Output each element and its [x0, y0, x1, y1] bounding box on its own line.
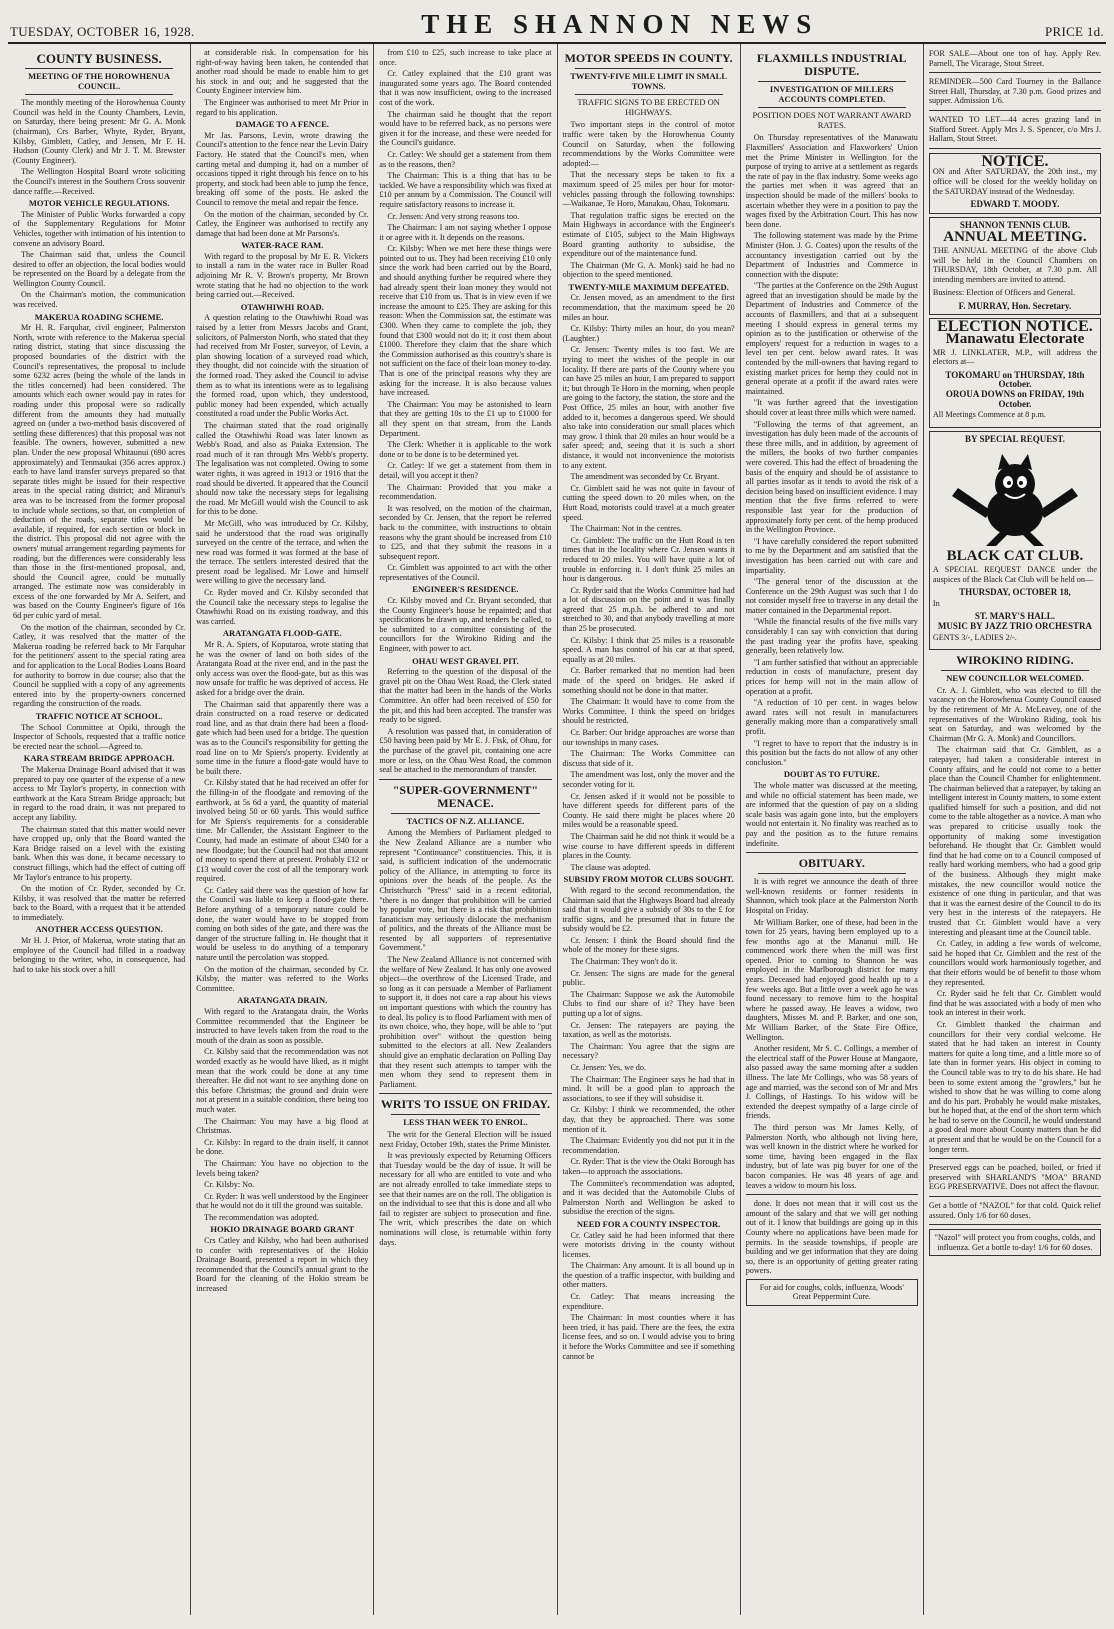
section-heading: NEED FOR A COUNTY INSPECTOR.	[576, 1218, 721, 1229]
article-heading: WRITS TO ISSUE ON FRIDAY.	[380, 1097, 550, 1112]
paragraph: Cr. Gimblett was appointed to act with the other representatives of the Council.	[379, 563, 552, 582]
paragraph: The Chairman: I am not saying whether I oppose it or agree with it. It depends on the reasons.	[379, 223, 552, 242]
paragraph: The Minister of Public Works forwarded a copy of the Supplementary Regulations for Motor Vehicles, together with intimation of his intention to convene an advisory Board.	[13, 209, 186, 248]
column-4	[558, 44, 741, 1615]
column-1	[8, 44, 191, 1615]
paragraph: Cr. Ryder moved and Cr. Kilsby seconded that the Council take the necessary steps to legalise the Otawhiwhi Road on its existing roadway, and this was carried.	[196, 588, 369, 626]
divider	[379, 1093, 551, 1094]
paragraph: With regard to the proposal by Mr E. R. Vickers to install a ram in the water race in Buller Road adjoining Mr R. V. Brown's property, Mr Brown wrote stating that he had no objection to the work being carried out.—Received.	[196, 251, 369, 300]
paragraph: Cr. Jensen asked if it would not be possible to have different speeds for different parts of the County. He said there might be places where 20 miles would be a reasonable speed.	[562, 791, 735, 830]
dance-price: GENTS 3/-, LADIES 2/-.	[932, 632, 1017, 642]
divider	[929, 1196, 1101, 1197]
paragraph: The chairman said that Cr. Gimblett, as a ratepayer, had taken a considerable interest in County affairs, and he could not come to a better place than the Council Chamber for enlightenment. The chairman believed that a ratepayer, by taking an intelligent interest in County matters, to some extent qualified himself for such a position, and did not come to the table altogether as a novice. A man who was prepared to criticise usually took the opportunity of making some investigation beforehand. He thought that Cr. Gimblett would find that he had come on to a Council composed of really hard working members, who had a good grip of the business. Although they might make mistakes, the new councillor would notice the existence of one thing in particular, and that was that it was the earnest desire of the Council to do its very best in the interests of the ratepayers. He trusted that Cr. Gimblett would have a very interesting and pleasant time at the Council table.	[928, 745, 1102, 937]
divider	[575, 94, 723, 95]
article-subheading: TACTICS OF N.Z. ALLIANCE.	[406, 815, 525, 826]
article-heading: MOTOR SPEEDS IN COUNTY.	[564, 51, 733, 65]
divider	[758, 107, 906, 108]
paragraph: Cr. Jensen: Twenty miles is too fast. We are trying to meet the wishes of the people in our locality. If there are parts of the County where you can have 25 miles an hour, I am prepared to support it; but through Te Horo in the morning, when people are going to the factory, the station, the store and the Post Office, 25 miles an hour, with another five added to it, becomes a dangerous speed. We should also take into consideration our small places which may grow. I think that 20 miles an hour would be a safer speed; and, seeing that it is such a short distance, it would not inconvenience the motorists to any extent.	[562, 345, 735, 470]
paragraph: Cr. Gimblett thanked the chairman and councillors for their very cordial welcome. He stated that he had taken an interest in County matters for quite a long time, and a little more so of late than in former years. His object in coming to the Council table was to try to do his share. He had been to some extent among the "growlers," but he wished to show that he was willing to come along and do his part. Probably he would make mistakes, but he hoped that, at the end of the short term which he had to serve on the Council, he would understand a good deal more about County matters than he did at present and that he would be on the Council for a longer term.	[928, 1019, 1102, 1154]
paragraph: Cr. Jensen: The signs are made for the general public.	[562, 968, 735, 988]
paragraph: done. It does not mean that it will cost us the amount of the salary and that we will get nothing out of it. I know that buildings are going up in this County where no applications have been made for permits. In the seaside townships, if people are building and we get information that they are doing so, there is an opportunity of getting greater rating powers.	[745, 1199, 918, 1276]
paragraph: "A reduction of 10 per cent. in wages below award rates will not result in manufacturers generally making more than a comparatively small profit.	[745, 698, 918, 736]
paragraph: The Chairman: Not in the centres.	[570, 524, 682, 534]
nazol-box-advert	[929, 1229, 1101, 1256]
meeting-title: ANNUAL MEETING.	[943, 229, 1087, 246]
paragraph: Cr. Kilsby: In regard to the drain itself, it cannot be done.	[196, 1137, 369, 1157]
election-venue: OROUA DOWNS on FRIDAY, 19th October.	[945, 389, 1084, 409]
article-heading: "SUPER-GOVERNMENT" MENACE.	[392, 782, 539, 810]
paragraph: The third person was Mr James Kelly, of Palmerston North, who although not living here, was well known in the district where he worked for some time, having been engaged in the flax industry, but of late was pig buyer for one of the bacon companies. He was 48 years of age and leaves a widow to mourn his loss.	[745, 1122, 918, 1190]
paragraph: The New Zealand Alliance is not concerned with the welfare of New Zealand. It has only one avowed object—the overthrow of the Licensed Trade, and so long as it can persuade a Member of Parliament to support it, it does not care a rap about his views on important questions with which the country has to deal. Its policy is to flood Parliament with men of its own choice, who, they hope, will be able to "put prohibition over" without the question being submitted to the electors at all. New Zealanders should give an emphatic declaration on Polling Day that they resent such attempts to tamper with the men whom they send to represent them in Parliament.	[379, 955, 552, 1089]
paragraph: Cr. Kilsby moved and Cr. Bryant seconded, that the County Engineer's house be repainted; and that specifications be drawn up, and tenders be called, to be submitted to a committee consisting of the councillors for the Wirokino Riding and the Engineer, with power to act.	[379, 596, 552, 654]
paragraph: Two important steps in the control of motor traffic were taken by the Horowhenua County Council on Saturday, when the following recommendations by the Works Committee were adopted:—	[562, 120, 735, 168]
paragraph: The Chairman: You agree that the signs are necessary?	[562, 1041, 735, 1061]
paragraph: The Clerk: Whether it is applicable to the work done or to be done is to be determined yet.	[379, 440, 552, 459]
paragraph: With regard to the Aratangata drain, the Works Committee recommended that the Engineer be instructed to have levels taken from the road to the mouth of the drain as soon as possible.	[196, 1007, 369, 1045]
paragraph: The Chairman: This is a thing that has to be tackled. We have a responsibility which was fixed at £10 per annum by a Commission. The Council will require satisfactory reasons to increase it.	[379, 171, 552, 209]
paragraph: Cr. Catley said there was the question of how far the Council was liable to keep a flood-gate there. Before anything of a temporary nature could be done, the water would have to be stopped from coming on both sides of the gate, and there was the danger of the structure falling in. He thought that it would be useless to do anything of a temporary nature until the percolation was stopped.	[196, 885, 369, 963]
paragraph: Mr McGill, who was introduced by Cr. Kilsby, said he understood that the road was originally surveyed on the centre of the terrace, and when the new road was formed it was formed at the base of the terrace. The settlers interested desired that the present road be legalised. Mr Lowe and himself were willing to give the necessary land.	[196, 518, 369, 586]
divider	[575, 68, 723, 69]
paragraph: The School Committee at Opiki, through the Inspector of Schools, requested that a traffic notice be erected near the school.—Agreed to.	[13, 722, 186, 751]
section-heading: ANOTHER ACCESS QUESTION.	[35, 924, 163, 935]
paragraph: Cr. Catley: That means increasing the expenditure.	[562, 1292, 735, 1311]
column-5	[741, 44, 924, 1615]
divider	[746, 1194, 918, 1195]
tennis-club-advert	[929, 217, 1101, 316]
paragraph: "It was further agreed that the investigation should cover at least three mills which were named.	[745, 398, 918, 417]
paragraph: Cr. Barber remarked that no mention had been made of the speed on bridges. He asked if something should not be done in that matter.	[562, 666, 735, 695]
paragraph: The Chairman (Mr G. A. Monk) said he had no objection to the speed mentioned.	[562, 260, 735, 280]
meeting-body: THE ANNUAL MEETING of the above Club will be held in the Council Chambers on THURSDAY, 18th October, at 7.30 p.m. All intending members are invited to attend.	[932, 245, 1098, 284]
paragraph: Cr. Catley: We should get a statement from them as to the reasons, then?	[379, 149, 552, 169]
black-cat-dance-advert	[929, 431, 1101, 650]
divider	[746, 852, 918, 853]
section-heading: ARATANGATA FLOOD-GATE.	[222, 628, 342, 639]
article-subheading: NEW COUNCILLOR WELCOMED.	[946, 673, 1084, 684]
paragraph: The Chairman: You have no objection to the levels being taken?	[196, 1158, 369, 1178]
paragraph: The writ for the General Election will be issued next Friday, October 19th, states the Prime Minister.	[379, 1129, 552, 1149]
section-heading: SUBSIDY FROM MOTOR CLUBS SOUGHT.	[563, 874, 734, 885]
club-secretary: F. MURRAY, Hon. Secretary.	[958, 300, 1072, 311]
paragraph: The Chairman said that apparently there was a drain constructed on a road reserve or dedicated road line, and as that drain there had been a flood-gate which had been used for a bridge. The question was as to the Council's responsibility for getting the road line on to Mr Spiers's property. Evidently at some time in the future a flood-gate would have to be built there.	[196, 699, 369, 776]
egg-preservative-advert: Preserved eggs can be poached, boiled, or fried if preserved with SHARLAND'S "MOA" BRAND EGG PRESERVATIVE. Does not affect the flavour.	[928, 1163, 1102, 1192]
paragraph: The Chairman: Any amount. It is all bound up in the question of a traffic inspector, with building and other matters.	[562, 1261, 735, 1290]
election-advert	[929, 318, 1101, 427]
paragraph: The Wellington Hospital Board wrote soliciting the Council's interest in the Southern Cross souvenir dance raffle.—Received.	[13, 167, 186, 196]
classified-ad: FOR SALE—About one ton of hay. Apply Rev. Parnell, The Vicarage, Stout Street.	[928, 49, 1102, 68]
divider	[391, 813, 539, 814]
divider	[391, 1114, 539, 1115]
section-heading: ARATANGATA DRAIN.	[237, 995, 328, 1006]
paragraph: Cr. Catley: If we get a statement from them in detail, will you accept it then?	[379, 461, 552, 480]
paragraph: It was resolved, on the motion of the chairman, seconded by Cr. Jensen, that the report be referred back to the committee, with instructions to obtain reasons why the grant should be increased from £10 to £25, and that they submit the reasons in a subsequent report.	[379, 503, 552, 561]
section-heading: HOKIO DRAINAGE BOARD GRANT	[210, 1224, 355, 1235]
paragraph: Cr. Jensen: The ratepayers are paying the taxation, as well as the motorists.	[562, 1020, 735, 1040]
paragraph: Crs Catley and Kilsby, who had been authorised to confer with representatives of the Hokio Drainage Board, presented a report in which they recommended that the Council's annual grant to the Board for the cleaning of the Hokio stream be increased	[196, 1236, 369, 1294]
paragraph: On the motion of the chairman, seconded by Cr. Kilsby, the matter was referred to the Works Committee.	[196, 964, 369, 993]
column-2	[191, 44, 374, 1615]
divider	[758, 873, 906, 874]
paragraph: The amendment was lost, only the mover and the seconder voting for it.	[562, 770, 735, 789]
paragraph: Cr. A. J. Gimblett, who was elected to fill the vacancy on the Horowhenua County Council caused by the retirement of Mr A. McLeavey, one of the representatives of the Wirokino Riding, took his seat on Saturday, and was welcomed by the Chairman (Mr G. A. Monk) and Councillors.	[928, 685, 1102, 743]
electorate-name: Manawatu Electorate	[945, 331, 1085, 348]
paragraph: The Makerua Drainage Board advised that it was prepared to pay one quarter of the expense of a new access to Mr Taylor's property, in connection with earthwork at the Kara Stream Bridge approach; but in regard to the road drain, it was not prepared to accept any liability.	[13, 764, 186, 822]
paragraph: On the motion of the chairman, seconded by Cr. Catley, it was resolved that the matter of the Makerua roading be referred back to Mr Farquhar for the petitioners' assent to the special rating area and for application to the Local Bodies Loans Board for authority to borrow in due course; also that the Council be supplied with a copy of any agreements entered into by the property-owners concerned regarding the construction of the roads.	[13, 622, 186, 709]
paragraph: Cr. Ryder said he felt that Cr. Gimblett would find that he was associated with a body of men who took an interest in their work.	[928, 989, 1102, 1018]
section-heading: KARA STREAM BRIDGE APPROACH.	[23, 753, 175, 764]
paragraph: Cr. Jensen: I think the Board should find the whole of the money for these signs.	[562, 935, 735, 955]
paragraph: Cr. Kilsby said that the recommendation was not worded exactly as he would have liked, as it might mean that the work could be done at any time thereafter. He did not want to see anything done on this before Christmas; the ground and drain were not at present in a suitable condition, there being too much water.	[196, 1047, 369, 1114]
paragraph: Cr. Ryder: That is the view the Otaki Borough has taken—to approach the associations.	[562, 1157, 735, 1176]
divider	[929, 148, 1101, 149]
article-subheading: MEETING OF THE HOROWHENUA COUNCIL.	[28, 71, 171, 91]
paragraph: Cr. Jensen: And very strong reasons too.	[387, 211, 520, 221]
paragraph: Cr. Gimblett: The traffic on the Hutt Road is ten times that in the locality where Cr. Jensen wants it reduced to 20 miles. You will have quite a lot of trouble in enforcing it. I don't think 25 miles an hour is dangerous.	[562, 535, 735, 584]
paragraph: That the necessary steps be taken to fix a maximum speed of 25 miles per hour for motor-vehicles passing through the following townships:—Waikanae, Te Horo, Manakau, Ohau, Tokomaru.	[562, 170, 735, 209]
election-venue: TOKOMARU on THURSDAY, 18th October.	[945, 369, 1085, 390]
article-subheading: INVESTIGATION OF MILLERS ACCOUNTS COMPLETED.	[769, 84, 894, 104]
paragraph: The chairman said he thought that the report would have to be referred back, as no persons were given it for the increase, and these were needed for the Council's guidance.	[379, 109, 552, 148]
paragraph: The recommendation was adopted.	[204, 1212, 319, 1222]
advert-text: For aid for coughs, colds, influenza, Woods' Great Peppermint Cure.	[759, 1282, 904, 1302]
dance-body: A SPECIAL REQUEST DANCE under the auspices of the Black Cat Club will be held on—	[932, 565, 1098, 584]
paragraph: "Following the terms of that agreement, an investigation has duly been made of the accounts of these three mills, and in addition, by agreement of the millers, the books of two further companies were covered. This had the effect of broadening the basis of the enquiry and should be of assistance to all parties insofar as it tends to avoid the risk of a decision being based on insufficient evidence. I may mention that the five firms referred to were responsible last year for the production of approximately forty per cent. of the hemp produced in the Wellington Province.	[745, 419, 918, 535]
paragraph: It was previously expected by Returning Officers that Tuesday would be the day of issue. It will be necessary for all who are entitled to vote and who are not already enrolled to take immediate steps to see that their names are on the roll. The obligation is on the individual to see that this is done and all who fail to register are subject to prosecution and fine. The writ, which prescribes the date on which nominations will close, is returnable within forty days.	[379, 1151, 552, 1247]
paragraph: It is with regret we announce the death of three well-known residents or former residents in Shannon, which took place at the Palmerston North Hospital on Friday.	[745, 877, 918, 915]
section-heading: MAKERUA ROADING SCHEME.	[34, 311, 164, 322]
paragraph: A question relating to the Otawhiwhi Road was raised by a letter from Messrs Jacobs and Grant, solicitors, of Palmerston North, who stated that they had received from Mr Foster, surveyor, of Levin, a plan showing location of a surveyed road which, they thought, did not coincide with the situation of the formed road. They asked the Council to advise them as to what its intentions were as to legalising the formed road, upon which, they understood, public money had been expended, which actually constituted a road under the Public Works Act.	[196, 313, 369, 419]
paragraph: "While the financial results of the five mills vary considerably I can say with conviction that during the past trading year the profits have, speaking generally, been relatively low.	[745, 617, 918, 656]
section-heading: DAMAGE TO A FENCE.	[235, 119, 329, 130]
paragraph: Mr H. J. Prior, of Makerua, wrote stating that an employee of the Council had filled in a roadway belonging to the writer, who, in consequence, had had to take his stock over a hill	[13, 936, 186, 974]
divider	[758, 81, 906, 82]
classified-ad: WANTED TO LET—44 acres grazing land in Stafford Street. Apply Mrs J. S. Spencer, c/o Mrs J. Hallam, Stout Street.	[928, 114, 1102, 144]
paragraph: On the motion of Cr. Ryder, seconded by Cr. Kilsby, it was resolved that the matter be referred back to the Board, with a request that it be attended to immediately.	[13, 884, 186, 922]
article-heading: WIROKINO RIDING.	[956, 653, 1074, 668]
black-cat-icon	[940, 452, 1090, 548]
paragraph: The Chairman: They won't do it.	[570, 957, 678, 967]
paragraph: The whole matter was discussed at the meeting, and while no official statement has been made, we are informed that the question of pay on a sliding scale basis was again gone into, but the employers would not entertain it. No finality was reached as to pay and the position as to the future remains indefinite.	[745, 780, 918, 848]
paragraph: Cr. Kilsby stated that he had received an offer for the filling-in of the floodgate and removing of the earthwork, at 5s 6d a yard, the quantity of material involved being 50 or 60 yards. This would suffice for Mr Spiers's requirements for a considerable time. Mr Callender, the Assistant Engineer to the County, had made an estimate of about £340 for a new floodgate; but the Council had not that amount of money to spend there at present. Probably £12 or £13 would cover the cost of all the temporary work required.	[196, 778, 369, 884]
divider	[25, 68, 173, 69]
divider	[929, 1224, 1101, 1225]
article-subheading: LESS THAN WEEK TO ENROL.	[403, 1117, 528, 1128]
paragraph: "The general tenor of the discussion at the Conference on the 29th August was such that I do not consider myself free to traverse in any detail the matter contained in the Departmental report.	[745, 577, 918, 615]
divider	[929, 110, 1101, 111]
newspaper-title: THE SHANNON NEWS	[421, 9, 819, 39]
dance-hall: ST. MARY'S HALL.	[974, 611, 1055, 622]
paragraph: "The parties at the Conference on the 29th August agreed that an investigation should be made by the Department of Industries and Commerce of the accounts of flaxmillers, and that at a subsequent meeting I should express in general terms my opinion as to the justification or otherwise of the employers' request for a reduction in wages to a level ten per cent. below award rates. It was contended by the mill-owners that having regard to existing market prices for hemp they could not in general operate at a profit if the award rates were maintained.	[745, 281, 918, 396]
article-subheading: POSITION DOES NOT WARRANT AWARD RATES.	[752, 110, 912, 130]
dance-music: MUSIC BY JAZZ TRIO ORCHESTRA	[937, 620, 1092, 631]
paragraph: The Chairman: Evidently you did not put it in the recommendation.	[562, 1136, 735, 1155]
issue-date: TUESDAY, OCTOBER 16, 1928.	[10, 24, 195, 39]
article-heading: FLAXMILLS INDUSTRIAL DISPUTE.	[756, 51, 907, 78]
paragraph: Mr William Barker, one of these, had been in the town for 25 years, having been employed up to a few months ago at the Mananui mill. He commenced work there when the mill was first opened. Prior to coming to Shannon he was employed in the Marlborough district for many years. Deceased had enjoyed good health up to a few weeks ago. But a little over a week ago he was found necessary to remove him to the hospital where he passed away. He leaves a widow, two daughters, Misses M. and P. Barker, and one son, Mr William Barker, of the State Fire Office, Wellington.	[745, 917, 918, 1042]
paragraph: Cr. Ryder: It was well understood by the Engineer that he would not do it till the ground was suitable.	[196, 1191, 369, 1211]
divider	[25, 94, 173, 95]
paragraph: The Chairman: Provided that you make a recommendation.	[379, 482, 552, 502]
paragraph: The Chairman: Suppose we ask the Automobile Clubs to find our share of it? They have been putting up a lot of signs.	[562, 989, 735, 1019]
notice-body: ON and After SATURDAY, the 20th inst., my office will be closed for the weekly holiday on the SATURDAY instead of the Wednesday.	[932, 167, 1098, 196]
paragraph: The amendment was seconded by Cr. Bryant.	[570, 472, 720, 482]
election-body: MR J. LINKLATER, M.P., will address the electors at—	[932, 347, 1098, 367]
article-heading: OBITUARY.	[798, 856, 865, 871]
section-heading: MOTOR VEHICLE REGULATIONS.	[28, 198, 170, 209]
article-heading: COUNTY BUSINESS.	[36, 51, 162, 66]
paragraph: Cr. Barber: Our bridge approaches are worse than our townships in many cases.	[562, 728, 735, 747]
paragraph: "I am further satisfied that without an appreciable reduction in costs of manufacture, present day prices for hemp will not in the main allow of operation at a profit.	[745, 657, 918, 696]
section-heading: DOUBT AS TO FUTURE.	[783, 769, 880, 780]
paragraph: Cr. Catley said he had been informed that there were motorists driving in the county without licenses.	[562, 1230, 735, 1259]
paragraph: Cr. Catley explained that the £10 grant was inaugurated some years ago. The Board contended that it was now insufficient, owing to the increased cost of the work.	[379, 69, 552, 107]
paragraph: Cr. Ryder said that the Works Committee had had a lot of discussion on the point and it was finally agreed that 25 m.p.h. be adhered to and not stretched to 30, and that anybody travelling at more than 25 be prosecuted.	[562, 585, 735, 634]
paragraph: Mr Jas. Parsons, Levin, wrote drawing the Council's attention to the fence near the Levin Dairy Factory. He stated that the Council's men, when carting metal and dumping it, had on a number of occasions tipped it right through his fence on to his property, and stock had been able to jump the fence, breaking off some of the posts. He asked the Council to remove the metal and repair the fence.	[196, 130, 369, 207]
special-request: BY SPECIAL REQUEST.	[965, 433, 1065, 444]
paragraph: On the motion of the chairman, seconded by Cr. Catley, the Engineer was authorised to rectify any damage that had been done at Mr Parsons's.	[196, 209, 369, 238]
paragraph: The Chairman said he did not think it would be a wise course to have different speeds in different places in the County.	[562, 831, 735, 861]
article-subheading: TRAFFIC SIGNS TO BE ERECTED ON HIGHWAYS.	[577, 97, 720, 117]
paragraph: The Chairman: You may have a big flood at Christmas.	[196, 1116, 369, 1136]
paragraph: The Engineer was authorised to meet Mr Prior in regard to his application.	[196, 97, 369, 117]
section-heading: TRAFFIC NOTICE AT SCHOOL.	[35, 711, 163, 721]
dance-in: In	[932, 598, 940, 608]
issue-price: PRICE 1d.	[1044, 24, 1104, 39]
paragraph: The following statement was made by the Prime Minister (Hon. J. G. Coates) upon the results of the accountancy investigation carried out by the Department of Industries and Commerce in connection with the dispute:	[745, 231, 918, 279]
paragraph: Cr. Kilsby: When we met here these things were pointed out to us. They had been receiving £10 only since the work had been carried out by the Board, and should anything further be required where they had already spent their loan money they would not receive that £10 from us. That is in view even if we increase the amount to £25. They are asking for this reason: When the Commission sat, the estimate was £300. When they came to complete the job, they found that £300 would not do it; it cost them about £1000. Therefore they claim that the share which the Commission authorised as this country's share is not sufficient on the face of their loan money to-day. That is one of the principal reasons why they are asking for the increase. It is also because values have increased.	[379, 244, 552, 398]
paragraph: "I regret to have to report that the industry is in this position but the facts do not allow of any other conclusion."	[745, 738, 918, 767]
paragraph: Cr. Kilsby: Thirty miles an hour, do you mean? (Laughter.)	[562, 324, 735, 343]
paragraph: The Chairman: In most counties where it has been tried, it has paid. There are the fees, the extra license fees, and so on. I would advise you to bring it before the Works Committee and see if something cannot be	[562, 1313, 735, 1361]
paragraph: Cr. Kilsby: I think that 25 miles is a reasonable speed. A man has control of his car at that speed, equally as at 20 miles.	[562, 635, 735, 664]
paragraph: The Chairman said that, unless the Council desired to offer an objection, the local bodies would be represented on the Board by a delegate from the Wellington County Council.	[13, 250, 186, 288]
paragraph: Cr. Kilsby: No.	[204, 1180, 255, 1190]
advert-text: "Nazol" will protect you from coughs, colds, and influenza. Get a bottle to-day! 1/6 for 60 doses.	[934, 1233, 1096, 1252]
paragraph: Mr R. A. Spiers, of Koputaroa, wrote stating that he was the owner of land on both sides of the Aratangata Road at the river end, and in the past the only access was over the flood-gate, but as this was now unsafe for traffic he was deprived of access. He asked for a bridge over the drain.	[196, 640, 369, 697]
section-heading: TWENTY-MILE MAXIMUM DEFEATED.	[568, 281, 729, 292]
paragraph: That regulation traffic signs be erected on the Main Highways in accordance with the Engineer's estimate of £105, subject to the Main Highways Board granting authority to subsidise, the expenditure out of the maintenance fund.	[562, 210, 735, 259]
election-title: ELECTION NOTICE.	[937, 318, 1093, 336]
club-name: BLACK CAT CLUB.	[946, 548, 1084, 565]
divider	[941, 670, 1089, 671]
paragraph: Cr. Kilsby: I think we recommended, the other day, that they be approached. There was some mention of it.	[562, 1105, 735, 1134]
paragraph: Mr H. R. Farquhar, civil engineer, Palmerston North, wrote with reference to the Makerua special rating district, stating that since discussing the proposed boundaries of the district with the Council's representatives, the proposal to include some 6232 acres (being the whole of the lands in the titles concerned) had been considered. The amounts which each owner would pay in rates for roading under this proposal were so radically different from the amounts they had mutually agreed on (under a two-method basis discovered of settling these differences) that this proposal was not feasible. The owners, however, submitted a new plan. Under the new proposal Whitaunui (690 acres approximately) and Tenmaukai (356 acres approx.) each to have land transfer surveys prepared so that separate titles might be issued for their respective areas in the special rating district; and Miranui's area was to be increased from the former proposal to include whole sections, so that, on completion of deduction of the roads, separate titles would be available, if required, for each section or block in the district. This proposal did not agree with the owners' mutual arrangement regarding payments for roading, but the differences were considerably less than those in the first-mentioned proposal, and, should the Council agree, could be mutually arranged. The estimate now was considerably in excess of the one forwarded by Mr A. Seifert, and was based on the County Engineer's figure of 16s 6d per cubic yard of metal.	[13, 323, 186, 621]
section-heading: ENGINEER'S RESIDENCE.	[412, 584, 519, 595]
paragraph: The Committee's recommendation was adopted, and it was decided that the Automobile Clubs of Palmerston North and Wellington be asked to subsidise the erection of the signs.	[562, 1178, 735, 1217]
paragraph: The chairman stated that the road originally called the Otawhiwhi Road was later known as Webb's Road, and also as Paiaka Extension. The road much of it ran through Mrs Webb's property. The legalisation was not completed. Owing to some water rights, it was agreed in 1913 or 1916 that the road should be diverted. It appeared that the Council should now take the necessary steps for legalising the road. Mr McGill would wish the Council to ask for this to be done.	[196, 420, 369, 517]
newspaper-page	[8, 6, 1106, 1615]
paragraph: On the Chairman's motion, the communication was received.	[13, 290, 186, 310]
notice-advert	[929, 153, 1101, 214]
column-6	[924, 44, 1106, 1615]
paragraph: Among the Members of Parliament pledged to the New Zealand Alliance are a number who represent "Continuance" constituencies. This, it is said, is sufficient indication of the undemocratic policy of the Alliance, in attempting to force its opinions over the heads of the people. As the Christchurch "Press" said in a recent editorial, "there is no danger that prohibition will be carried by popular vote, but there is a risk that prohibition fanaticism may seriously dislocate the mechanism of politics, and the threats of the Alliance must be resented by all supporters of representative Government."	[379, 828, 552, 953]
divider	[379, 779, 551, 780]
paragraph: Cr. Jensen moved, as an amendment to the first recommendation, that the maximum speed be 20 miles an hour.	[562, 293, 735, 322]
divider	[929, 1158, 1101, 1159]
paragraph: Cr. Catley, in adding a few words of welcome, said he hoped that Cr. Gimblett and the rest of the councillors would work harmoniously together, and that their efforts would be of benefit to those whom they represented.	[928, 939, 1102, 987]
divider	[929, 72, 1101, 73]
paragraph: The Chairman: It would have to come from the Works Committee. I think the speed on bridges should be restricted.	[562, 697, 735, 726]
column-3	[374, 44, 557, 1615]
paragraph: at considerable risk. In compensation for his right-of-way having been taken, he contended that another road should be made to enable him to get his stock in and out; and he suggested that the County Engineer interview him.	[196, 48, 369, 96]
paragraph: With regard to the second recommendation, the Chairman said that the Highways Board had already said that it would give a subsidy of 30s to the £ for traffic signs, and he presumed that in future the subsidy would be £2.	[562, 885, 735, 934]
paragraph: from £10 to £25, such increase to take place at once.	[379, 48, 552, 67]
paragraph: The Chairman: You may be astonished to learn that they are getting 10s to the £1 up to £1000 for all they spent on that stream, from the Lands Department.	[379, 399, 552, 438]
paragraph: Cr. Gimblett said he was not quite in favour of cutting the speed down to 20 miles when, on the Hutt Road, motorists could travel at a much greater speed.	[562, 483, 735, 522]
cough-cure-advert	[746, 1279, 918, 1306]
nazol-advert: Get a bottle of "NAZOL" for that cold. Quick relief assured. Only 1/6 for 60 doses.	[928, 1201, 1102, 1220]
paragraph: Another resident, Mr S. C. Collings, a member of the electrical staff of the Power House at Mangaore, also passed away the same morning after a sudden illness. The late Mr Collings, who was 58 years of age and married, was the second son of Mr and Mrs J. Collings, of Hastings. To his widow will be extended the deepest sympathy of a large circle of friends.	[745, 1044, 918, 1121]
paragraph: The Chairman: The Works Committee can discuss that side of it.	[562, 749, 735, 768]
masthead	[8, 6, 1106, 44]
election-time: All Meetings Commence at 8 p.m.	[932, 410, 1046, 420]
notice-signature: EDWARD T. MOODY.	[970, 199, 1060, 210]
paragraph: The clause was adopted.	[570, 862, 651, 872]
paragraph: On Thursday representatives of the Manawatu Flaxmillers' Association and Flaxworkers' Union met the Prime Minister in Wellington for the purpose of trying to arrive at a settlement as regards the rate of pay in the flax industry. Some weeks ago the parties met when it was agreed that an inspection should be made of the millers' books to ascertain whether they were in a position to pay the wages fixed by the Arbitration Court. This has now been done.	[745, 133, 918, 229]
paragraph: "I have carefully considered the report submitted to me by the Department and am satisfied that the investigation has been carried out with care and impartiality.	[745, 536, 918, 575]
paragraph: The chairman stated that this matter would never have cropped up, only that the Board wanted the Kara Bridge raised on a level with the existing bank. When this was done, it became necessary to construct fillings, which had the effect of cutting off Mr Taylor's entrance to his property.	[13, 824, 186, 882]
classified-ad: REMINDER—500 Card Tourney in the Ballance Street Hall, Thursday, at 7.30 p.m. Good prizes and supper. Admission 1/6.	[928, 77, 1102, 106]
section-heading: WATER-RACE RAM.	[241, 240, 324, 251]
notice-title: NOTICE.	[981, 152, 1049, 170]
club-name: SHANNON TENNIS CLUB.	[959, 219, 1070, 230]
meeting-business: Business: Election of Officers and General.	[932, 288, 1076, 298]
columns	[8, 44, 1106, 1615]
paragraph: The Chairman: The Engineer says he had that in mind. It will be a good plan to approach the associations, to see if they will subsidise it.	[562, 1074, 735, 1103]
section-heading: OTAWHIWHI ROAD.	[240, 301, 324, 312]
dance-date: THURSDAY, OCTOBER 18,	[959, 587, 1071, 598]
paragraph: Referring to the question of the disposal of the gravel pit on the Ohau West Road, the Clerk stated that the matter had been in the hands of the Works Committee. An offer had been received of £50 for the pit, and this had been accepted. The transfer was ready to be signed.	[379, 667, 552, 725]
article-subheading: TWENTY-FIVE MILE LIMIT IN SMALL TOWNS.	[570, 71, 727, 91]
paragraph: The monthly meeting of the Horowhenua County Council was held in the County Chambers, Levin, on Saturday, there being present: Mr G. A. Monk (chairman), Crs Barber, Whyte, Ryder, Bryant, Kilsby, Gimblett, Catley, and Jensen, Mr F. H. Hudson (County Clerk) and Mr J. T. M. Brewster (County Engineer).	[13, 98, 186, 165]
paragraph: A resolution was passed that, in consideration of £50 having been paid by Mr E. J. Fisk, of Ohau, for the purchase of the gravel pit, containing one acre more or less, on the Ohau West Road, the common seal be attached to the memorandum of transfer.	[379, 726, 552, 775]
section-heading: OHAU WEST GRAVEL PIT.	[412, 655, 519, 666]
paragraph: Cr. Jensen: Yes, we do.	[570, 1063, 647, 1072]
